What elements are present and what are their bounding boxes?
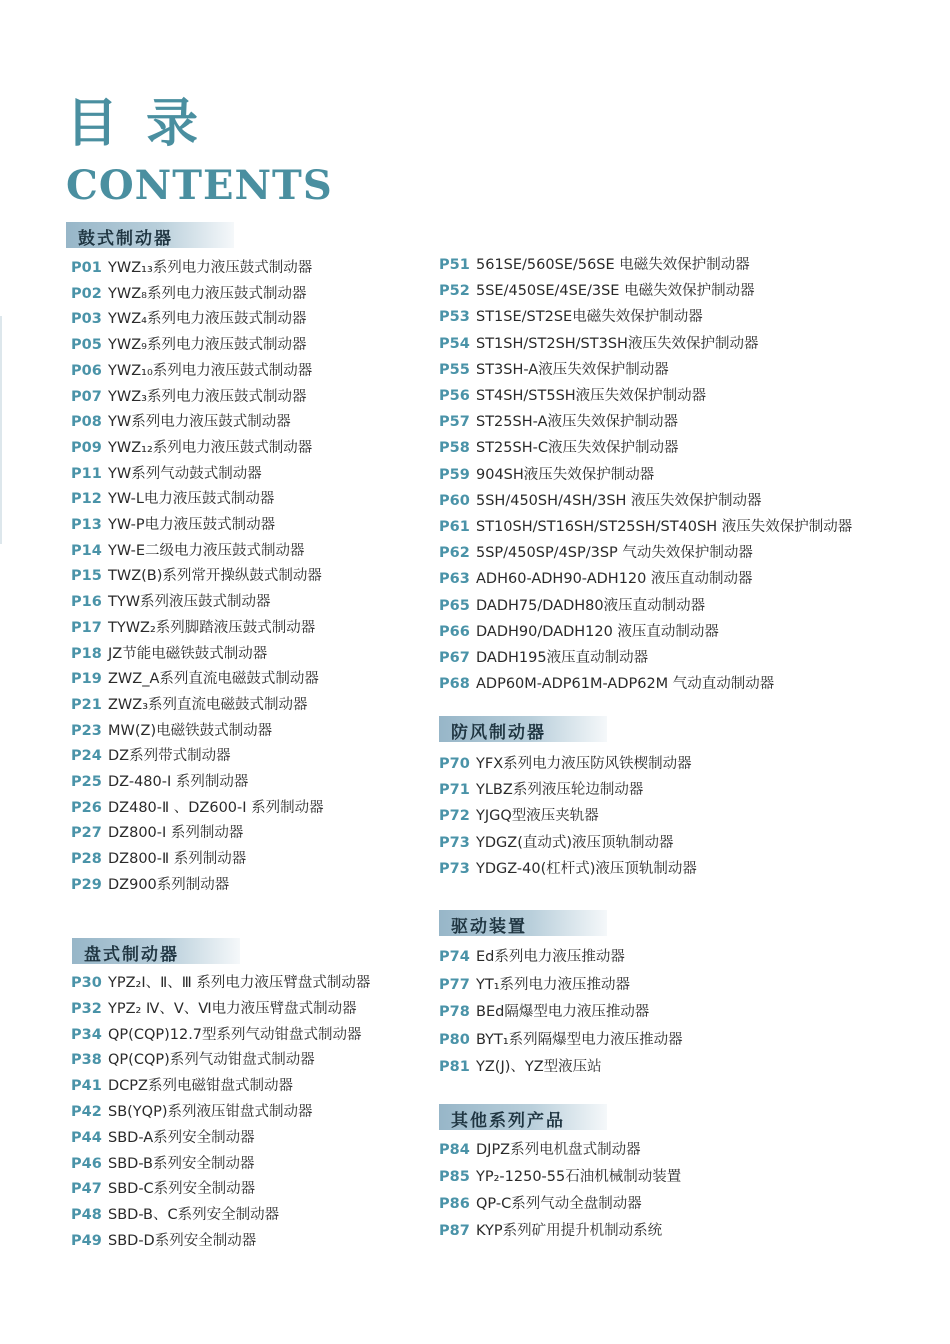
- toc-page-number: P06: [71, 362, 102, 379]
- toc-entry: [439, 623, 719, 641]
- toc-entry: [71, 542, 305, 560]
- toc-entry: [439, 1031, 683, 1049]
- toc-entry: [71, 1077, 293, 1095]
- toc-entry: [439, 492, 762, 510]
- toc-entry: [71, 1206, 279, 1224]
- toc-entry: [71, 490, 274, 508]
- toc-entry-title: DZ480-Ⅱ 、DZ600-Ⅰ 系列制动器: [108, 799, 324, 816]
- toc-entry-title: QP(CQP)系列气动钳盘式制动器: [108, 1052, 315, 1069]
- toc-entry-title: DZ系列带式制动器: [108, 748, 231, 765]
- section-title: 鼓式制动器: [78, 229, 173, 249]
- toc-entry: [439, 860, 697, 878]
- toc-page-number: P19: [71, 671, 102, 688]
- toc-entry-title: ZWZ_A系列直流电磁鼓式制动器: [108, 671, 319, 688]
- toc-page-number: P12: [71, 491, 102, 508]
- edge-mark: [0, 316, 2, 544]
- toc-page-number: P38: [71, 1052, 102, 1069]
- toc-entry: [71, 1129, 255, 1147]
- toc-entry: [439, 649, 648, 667]
- toc-page-number: P18: [71, 645, 102, 662]
- toc-entry: [71, 310, 306, 328]
- toc-page-number: P86: [439, 1196, 470, 1212]
- toc-entry: [439, 1168, 681, 1186]
- toc-entry-title: DCPZ系列电磁钳盘式制动器: [108, 1078, 293, 1095]
- toc-page-number: P66: [439, 623, 470, 640]
- toc-page-number: P30: [71, 975, 102, 991]
- toc-entry-title: YPZ₂Ⅰ、Ⅱ、Ⅲ 系列电力液压臂盘式制动器: [108, 975, 371, 991]
- toc-page-number: P60: [439, 492, 470, 509]
- toc-entry: [71, 799, 324, 817]
- toc-entry: [71, 850, 246, 868]
- toc-entry: [71, 619, 315, 637]
- toc-entry: [439, 256, 750, 274]
- toc-page-number: P61: [439, 519, 470, 535]
- section-header-drive: [439, 910, 607, 936]
- toc-entry: [71, 413, 291, 431]
- toc-entry-title: ST4SH/ST5SH液压失效保护制动器: [476, 388, 707, 404]
- toc-entry-title: QP-C系列气动全盘制动器: [476, 1196, 642, 1212]
- section-title: 其他系列产品: [451, 1111, 565, 1131]
- toc-page-number: P85: [439, 1169, 470, 1185]
- toc-entry: [439, 1141, 641, 1159]
- toc-entry-title: 561SE/560SE/56SE 电磁失效保护制动器: [476, 257, 750, 273]
- toc-entry-title: ST3SH-A液压失效保护制动器: [476, 361, 669, 378]
- toc-entry: [439, 675, 774, 693]
- toc-entry-title: YWZ₈系列电力液压鼓式制动器: [108, 285, 307, 302]
- toc-entry: [439, 948, 625, 966]
- toc-entry-title: DADH90/DADH120 液压直动制动器: [476, 623, 719, 640]
- toc-page-number: P71: [439, 782, 470, 799]
- toc-entry: [71, 747, 231, 765]
- toc-page-number: P68: [439, 676, 470, 693]
- toc-entry: [71, 336, 306, 354]
- toc-entry-title: ST25SH-A液压失效保护制动器: [476, 414, 678, 431]
- toc-entry-title: ST1SE/ST2SE电磁失效保护制动器: [476, 309, 703, 326]
- toc-page-number: P17: [71, 619, 102, 636]
- toc-entry-title: JZ节能电磁铁鼓式制动器: [108, 645, 268, 662]
- toc-page-number: P65: [439, 597, 470, 614]
- toc-page-number: P78: [439, 1004, 470, 1020]
- toc-entry-title: TWZ(B)系列常开操纵鼓式制动器: [108, 568, 322, 585]
- toc-entry: [439, 597, 705, 615]
- toc-page-number: P84: [439, 1142, 470, 1158]
- toc-entry-title: ST25SH-C液压失效保护制动器: [476, 440, 679, 457]
- toc-entry-title: YZ(J)、YZ型液压站: [476, 1059, 602, 1075]
- toc-page-number: P74: [439, 949, 470, 965]
- toc-page-number: P02: [71, 285, 102, 302]
- toc-page-number: P52: [439, 283, 470, 300]
- toc-page-number: P05: [71, 337, 102, 354]
- toc-entry: [71, 388, 306, 406]
- toc-page-number: P13: [71, 517, 102, 533]
- toc-entry: [71, 285, 306, 303]
- toc-page-number: P28: [71, 851, 102, 868]
- toc-page-number: P77: [439, 976, 470, 993]
- toc-entry-title: YLBZ系列液压轮边制动器: [476, 782, 644, 799]
- toc-entry: [71, 876, 229, 894]
- toc-page-number: P27: [71, 825, 102, 842]
- toc-entry-title: TYW系列液压鼓式制动器: [108, 594, 271, 611]
- toc-entry: [439, 1222, 662, 1240]
- toc-page-number: P53: [439, 309, 470, 326]
- toc-entry-title: YW系列气动鼓式制动器: [108, 465, 262, 482]
- toc-page-number: P56: [439, 388, 470, 404]
- toc-entry: [71, 1026, 362, 1044]
- toc-entry-title: KYP系列矿用提升机制动系统: [476, 1223, 663, 1239]
- toc-entry-title: YW-E二级电力液压鼓式制动器: [108, 542, 305, 559]
- toc-page-number: P62: [439, 545, 470, 562]
- toc-entry: [71, 670, 319, 688]
- toc-entry-title: YT₁系列电力液压推动器: [476, 976, 631, 993]
- toc-page-number: P57: [439, 414, 470, 431]
- toc-entry: [71, 593, 271, 611]
- toc-page-number: P14: [71, 542, 102, 559]
- toc-entry: [71, 824, 243, 842]
- toc-page-number: P48: [71, 1207, 102, 1224]
- toc-page-number: P70: [439, 756, 470, 772]
- page-title-cn: 目录: [66, 94, 227, 154]
- toc-page-number: P73: [439, 834, 470, 851]
- toc-entry-title: DJPZ系列电机盘式制动器: [476, 1142, 641, 1158]
- toc-entry-title: YWZ₁₀系列电力液压鼓式制动器: [108, 362, 313, 379]
- toc-page-number: P51: [439, 257, 470, 273]
- toc-entry-title: 5SE/450SE/4SE/3SE 电磁失效保护制动器: [476, 283, 755, 300]
- toc-entry-title: YFX系列电力液压防风铁楔制动器: [476, 756, 692, 772]
- toc-entry: [439, 834, 674, 852]
- toc-page-number: P26: [71, 799, 102, 816]
- toc-entry-title: YW-P电力液压鼓式制动器: [108, 517, 276, 533]
- toc-entry-title: YP₂-1250-55石油机械制动装置: [476, 1169, 682, 1185]
- toc-page-number: P55: [439, 361, 470, 378]
- toc-entry-title: YW-L电力液压鼓式制动器: [108, 491, 275, 508]
- section-header-other: [439, 1104, 607, 1130]
- toc-entry-title: ADP60M-ADP61M-ADP62M 气动直动制动器: [476, 676, 775, 693]
- toc-entry: [439, 755, 692, 773]
- toc-entry: [439, 335, 758, 353]
- toc-page-number: P21: [71, 696, 102, 713]
- toc-entry-title: YPZ₂ Ⅳ、Ⅴ、Ⅵ电力液压臂盘式制动器: [108, 1000, 357, 1017]
- toc-page-number: P01: [71, 260, 102, 276]
- toc-page-number: P41: [71, 1078, 102, 1095]
- toc-entry-title: DADH195液压直动制动器: [476, 650, 649, 666]
- toc-entry-title: YWZ₁₃系列电力液压鼓式制动器: [108, 260, 313, 276]
- section-title: 防风制动器: [451, 723, 546, 743]
- toc-entry: [439, 387, 706, 405]
- toc-entry: [439, 308, 703, 326]
- toc-entry: [71, 974, 370, 992]
- toc-page-number: P08: [71, 414, 102, 431]
- toc-entry: [439, 544, 753, 562]
- toc-entry-title: YWZ₉系列电力液压鼓式制动器: [108, 337, 307, 354]
- toc-entry-title: DADH75/DADH80液压直动制动器: [476, 597, 706, 614]
- toc-entry: [439, 781, 643, 799]
- toc-entry: [439, 413, 678, 431]
- toc-page-number: P42: [71, 1104, 102, 1120]
- toc-entry-title: YDGZ-40(杠杆式)液压顶轨制动器: [476, 860, 697, 877]
- toc-entry: [71, 465, 262, 483]
- toc-entry-title: YWZ₄系列电力液压鼓式制动器: [108, 311, 307, 328]
- toc-entry-title: ST10SH/ST16SH/ST25SH/ST40SH 液压失效保护制动器: [476, 519, 853, 535]
- toc-entry-title: TYWZ₂系列脚踏液压鼓式制动器: [108, 619, 316, 636]
- toc-page-number: P15: [71, 568, 102, 585]
- section-header-drum: [66, 222, 234, 248]
- toc-entry: [439, 466, 654, 484]
- toc-entry: [71, 1155, 254, 1173]
- toc-page-number: P46: [71, 1155, 102, 1172]
- toc-page-number: P67: [439, 650, 470, 666]
- toc-entry-title: 5SH/450SH/4SH/3SH 液压失效保护制动器: [476, 492, 762, 509]
- section-header-disc: [72, 938, 240, 964]
- toc-page-number: P29: [71, 876, 102, 893]
- toc-page-number: P63: [439, 571, 470, 588]
- toc-page-number: P47: [71, 1181, 102, 1198]
- toc-entry: [439, 807, 599, 825]
- toc-entry: [439, 282, 755, 300]
- toc-entry-title: ST1SH/ST2SH/ST3SH液压失效保护制动器: [476, 335, 759, 352]
- toc-entry-title: SBD-C系列安全制动器: [108, 1181, 256, 1198]
- toc-page-number: P54: [439, 335, 470, 352]
- toc-page-number: P80: [439, 1031, 470, 1048]
- toc-page-number: P58: [439, 440, 470, 457]
- toc-entry: [71, 1103, 312, 1121]
- toc-entry: [71, 722, 272, 740]
- section-header-windproof: [439, 716, 607, 742]
- toc-entry-title: YDGZ(直动式)液压顶轨制动器: [476, 834, 674, 851]
- toc-entry: [439, 439, 678, 457]
- toc-page-number: P87: [439, 1223, 470, 1239]
- toc-entry: [71, 1051, 315, 1069]
- toc-entry-title: DZ900系列制动器: [108, 876, 230, 893]
- toc-entry-title: SBD-A系列安全制动器: [108, 1129, 255, 1146]
- toc-page-number: P44: [71, 1129, 102, 1146]
- toc-entry: [71, 1180, 255, 1198]
- toc-entry-title: DZ-480-Ⅰ 系列制动器: [108, 774, 249, 790]
- toc-page-number: P49: [71, 1233, 102, 1249]
- toc-entry-title: YW系列电力液压鼓式制动器: [108, 414, 291, 431]
- toc-entry-title: ZWZ₃系列直流电磁鼓式制动器: [108, 696, 308, 713]
- toc-entry: [71, 259, 312, 277]
- toc-page-number: P73: [439, 860, 470, 877]
- section-title: 驱动装置: [451, 917, 527, 937]
- toc-entry: [71, 1000, 357, 1018]
- section-title: 盘式制动器: [84, 945, 179, 965]
- toc-entry-title: ADH60-ADH90-ADH120 液压直动制动器: [476, 571, 753, 588]
- toc-entry: [439, 1195, 642, 1213]
- toc-page-number: P59: [439, 466, 470, 483]
- toc-page-number: P03: [71, 311, 102, 328]
- toc-page-number: P16: [71, 594, 102, 611]
- toc-page-number: P81: [439, 1059, 470, 1075]
- toc-entry-title: SB(YQP)系列液压钳盘式制动器: [108, 1104, 313, 1120]
- toc-entry: [71, 696, 308, 714]
- toc-entry: [71, 645, 267, 663]
- toc-entry-title: SBD-B、C系列安全制动器: [108, 1207, 280, 1224]
- toc-entry-title: SBD-D系列安全制动器: [108, 1233, 257, 1249]
- toc-entry: [439, 1058, 602, 1076]
- toc-entry: [439, 361, 669, 379]
- toc-page-number: P07: [71, 388, 102, 405]
- toc-page-number: P34: [71, 1026, 102, 1043]
- toc-page-number: P32: [71, 1000, 102, 1017]
- toc-entry-title: BEd隔爆型电力液压推动器: [476, 1004, 650, 1020]
- toc-entry: [439, 1003, 649, 1021]
- toc-entry-title: YWZ₁₂系列电力液压鼓式制动器: [108, 439, 313, 456]
- toc-page-number: P09: [71, 439, 102, 456]
- toc-entry: [71, 362, 312, 380]
- toc-entry: [71, 567, 322, 585]
- toc-entry: [71, 1232, 256, 1250]
- toc-entry: [71, 773, 248, 791]
- toc-entry: [71, 516, 275, 534]
- toc-entry-title: Ed系列电力液压推动器: [476, 949, 625, 965]
- toc-entry-title: SBD-B系列安全制动器: [108, 1155, 255, 1172]
- toc-page-number: P24: [71, 748, 102, 765]
- page-title-en: CONTENTS: [66, 162, 333, 209]
- toc-entry-title: DZ800-Ⅰ 系列制动器: [108, 825, 244, 842]
- toc-entry-title: MW(Z)电磁铁鼓式制动器: [108, 722, 273, 739]
- toc-page-number: P72: [439, 808, 470, 825]
- toc-entry: [439, 518, 852, 536]
- toc-entry: [71, 439, 312, 457]
- toc-page-number: P11: [71, 465, 102, 482]
- toc-entry: [439, 976, 630, 994]
- toc-entry-title: BYT₁系列隔爆型电力液压推动器: [476, 1031, 683, 1048]
- toc-entry: [439, 570, 752, 588]
- toc-page-number: P23: [71, 722, 102, 739]
- toc-entry-title: YWZ₃系列电力液压鼓式制动器: [108, 388, 307, 405]
- toc-page-number: P25: [71, 774, 102, 790]
- toc-entry-title: 5SP/450SP/4SP/3SP 气动失效保护制动器: [476, 545, 753, 562]
- toc-entry-title: YJGQ型液压夹轨器: [476, 808, 599, 825]
- toc-entry-title: DZ800-Ⅱ 系列制动器: [108, 851, 247, 868]
- toc-entry-title: 904SH液压失效保护制动器: [476, 466, 655, 483]
- toc-entry-title: QP(CQP)12.7型系列气动钳盘式制动器: [108, 1026, 362, 1043]
